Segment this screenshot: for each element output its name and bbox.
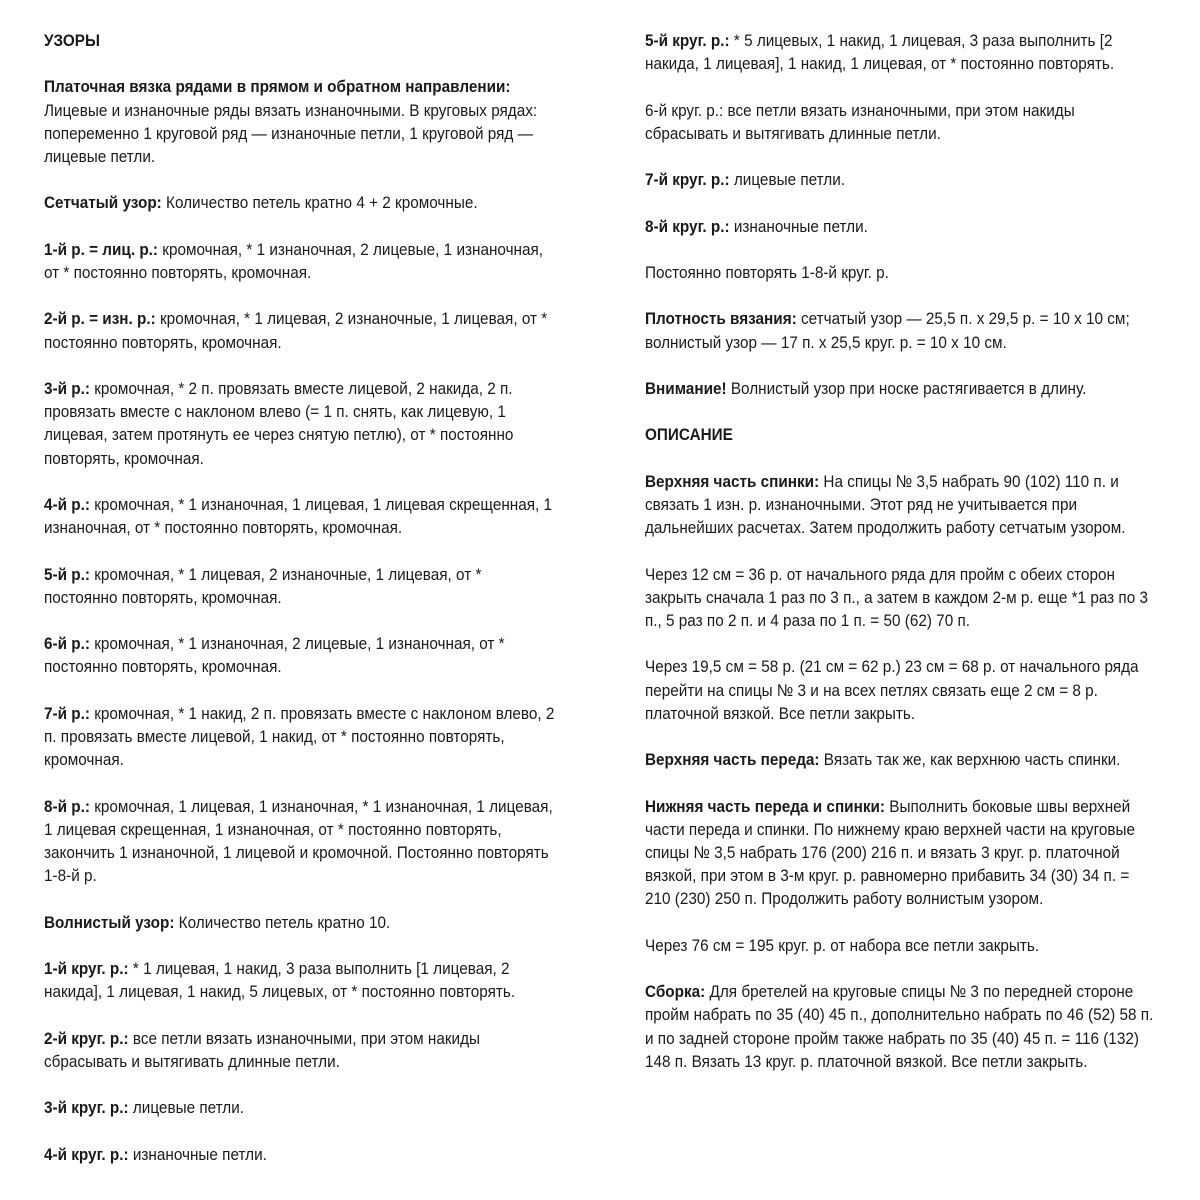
- description-paragraph: [645, 934, 1156, 957]
- paragraph-label: 1-й круг. р.:: [44, 958, 129, 978]
- paragraph-label: 8-й круг. р.:: [645, 216, 730, 236]
- pattern-paragraph: [645, 29, 1156, 75]
- description-paragraph: [645, 795, 1156, 911]
- paragraph-text: кромочная, * 1 лицевая, 2 изнаночные, 1 лицевая, от * постоянно повторять, кромочная.: [44, 564, 482, 607]
- paragraph-label: 4-й круг. р.:: [44, 1144, 129, 1164]
- paragraph-text: все петли вязать изнаночными, при этом накиды сбрасывать и вытягивать длинные петли.: [44, 1028, 481, 1071]
- description-paragraph: [645, 563, 1156, 633]
- paragraph-text: кромочная, * 2 п. провязать вместе лицевой, 2 накида, 2 п. провязать вместе с наклоном влево (= 1 п. снять, как лицевую, 1 лицевая, затем протянуть ее через снятую петлю), от * постоянно повторять, кромочная.: [44, 378, 514, 468]
- paragraph-label: Нижняя часть переда и спинки:: [645, 796, 885, 816]
- paragraph-text: * 1 лицевая, 1 накид, 3 раза выполнить [1 лицевая, 2 накида], 1 лицевая, 1 накид, 5 лицевых, от * постоянно повторять.: [44, 958, 516, 1002]
- pattern-paragraph: [645, 261, 1156, 284]
- description-paragraph: [645, 748, 1156, 771]
- paragraph-text: Лицевые и изнаночные ряды вязать изнаночными. В круговых рядах: попеременно 1 круговой ряд — изнаночные петли, 1 круговой ряд — лицевые петли.: [44, 100, 538, 166]
- paragraph-text: На спицы № 3,5 набрать 90 (102) 110 п. и связать 1 изн. р. изнаночными. Этот ряд не учитывается при дальнейших расчетах. Затем продолжить работу сетчатым узором.: [645, 471, 1126, 538]
- paragraph-label: 3-й круг. р.:: [44, 1098, 129, 1118]
- pattern-paragraph: [44, 911, 555, 934]
- paragraph-label: Платочная вязка рядами в прямом и обратном направлении:: [44, 77, 511, 97]
- paragraph-label: Верхняя часть переда:: [645, 750, 820, 770]
- paragraph-text: * 5 лицевых, 1 накид, 1 лицевая, 3 раза выполнить [2 накида, 1 лицевая], 1 накид, 1 лицевая, от * постоянно повторять.: [645, 31, 1115, 74]
- pattern-paragraph: [44, 702, 555, 772]
- paragraph-text: Через 12 см = 36 р. от начального ряда для пройм с обеих сторон закрыть сначала 1 раз по 3 п., а затем в каждом 2-м р. еще *1 раз по 3 п., 5 раз по 2 п. и 4 раза по 1 п. = 50 (62) 70 п.: [645, 564, 1148, 630]
- paragraph-text: изнаночные петли.: [128, 1144, 267, 1164]
- pattern-paragraph: [645, 99, 1156, 145]
- pattern-paragraph: [645, 307, 1156, 353]
- paragraph-text: Выполнить боковые швы верхней части переда и спинки. По нижнему краю верхней части на круговые спицы № 3,5 набрать 176 (200) 216 п. и вязать 3 круг. р. платочной вязкой, при этом в 3-м круг. р. равномерно прибавить 34 (30) 34 п. = 210 (230) 250 п. Продолжить работу волнистым узором.: [645, 796, 1135, 909]
- paragraph-label: 7-й круг. р.:: [645, 170, 730, 190]
- paragraph-label: 3-й р.:: [44, 378, 90, 398]
- paragraph-label: 8-й р.:: [44, 796, 90, 816]
- left-column: [44, 29, 555, 1189]
- paragraph-text: кромочная, * 1 изнаночная, 2 лицевые, 1 изнаночная, от * постоянно повторять, кромочная.: [44, 634, 505, 677]
- paragraph-text: Через 19,5 см = 58 р. (21 см = 62 р.) 23 см = 68 р. от начального ряда перейти на спицы № 3 и на всех петлях связать еще 2 см = 8 р. платочной вязкой. Все петли закрыть.: [645, 657, 1139, 723]
- pattern-paragraph: [645, 215, 1156, 238]
- paragraph-text: 6-й круг. р.: все петли вязать изнаночными, при этом накиды сбрасывать и вытягивать длинные петли.: [645, 100, 1075, 143]
- paragraph-label: Внимание!: [645, 378, 727, 398]
- pattern-paragraph: [44, 75, 555, 168]
- paragraph-label: Сборка:: [645, 982, 706, 1002]
- pattern-paragraph: [44, 795, 555, 888]
- paragraph-label: 2-й р. = изн. р.:: [44, 309, 156, 329]
- pattern-paragraph: [44, 238, 555, 284]
- paragraph-label: 2-й круг. р.:: [44, 1028, 129, 1048]
- paragraph-text: Количество петель кратно 4 + 2 кромочные.: [161, 193, 478, 213]
- paragraph-text: лицевые петли.: [729, 170, 846, 190]
- paragraph-label: Волнистый узор:: [44, 912, 175, 932]
- paragraph-text: Волнистый узор при носке растягивается в длину.: [726, 378, 1087, 398]
- paragraph-label: 1-й р. = лиц. р.:: [44, 239, 159, 259]
- pattern-paragraph: [44, 1143, 555, 1166]
- paragraph-text: кромочная, * 1 накид, 2 п. провязать вместе с наклоном влево, 2 п. провязать вместе лицевой, 1 накид, от * постоянно повторять, кромочная.: [44, 703, 555, 770]
- paragraph-text: кромочная, * 1 лицевая, 2 изнаночные, 1 лицевая, от * постоянно повторять, кромочная.: [44, 309, 548, 352]
- paragraph-label: Верхняя часть спинки:: [645, 471, 820, 491]
- pattern-paragraph: [44, 632, 555, 678]
- paragraph-text: изнаночные петли.: [729, 216, 868, 236]
- pattern-paragraph: [645, 377, 1156, 400]
- pattern-paragraph: [44, 377, 555, 470]
- paragraph-text: Вязать так же, как верхнюю часть спинки.: [819, 750, 1121, 770]
- paragraph-label: 5-й р.:: [44, 564, 90, 584]
- pattern-paragraph: [44, 1027, 555, 1073]
- pattern-paragraph: [44, 493, 555, 539]
- pattern-paragraph: [645, 168, 1156, 191]
- section-heading-description: ОПИСАНИЕ: [645, 425, 733, 445]
- paragraph-text: кромочная, 1 лицевая, 1 изнаночная, * 1 изнаночная, 1 лицевая, 1 лицевая скрещенная, 1 изнаночная, от * постоянно повторять, закончить 1 изнаночной, 1 лицевой и кромочной. Постоянно повторять 1-8-й р.: [44, 796, 553, 886]
- paragraph-text: Количество петель кратно 10.: [174, 912, 391, 932]
- right-column: [645, 29, 1156, 1096]
- pattern-paragraph: [44, 191, 555, 214]
- paragraph-text: сетчатый узор — 25,5 п. х 29,5 р. = 10 х 10 см; волнистый узор — 17 п. х 25,5 круг. р. = 10 х 10 см.: [645, 309, 1130, 352]
- paragraph-text: Через 76 см = 195 круг. р. от набора все петли закрыть.: [645, 935, 1040, 955]
- pattern-paragraph: [44, 957, 555, 1003]
- section-heading-patterns: УЗОРЫ: [44, 31, 100, 50]
- paragraph-label: 6-й р.:: [44, 634, 90, 654]
- pattern-paragraph: [44, 563, 555, 609]
- pattern-paragraph: [44, 1096, 555, 1119]
- paragraph-text: кромочная, * 1 изнаночная, 1 лицевая, 1 лицевая скрещенная, 1 изнаночная, от * постоянно повторять, кромочная.: [44, 494, 553, 538]
- paragraph-label: Плотность вязания:: [645, 309, 797, 329]
- paragraph-text: кромочная, * 1 изнаночная, 2 лицевые, 1 изнаночная, от * постоянно повторять, кромочная.: [44, 239, 544, 282]
- paragraph-label: 7-й р.:: [44, 703, 90, 723]
- paragraph-text: Постоянно повторять 1-8-й круг. р.: [645, 262, 889, 282]
- paragraph-text: Для бретелей на круговые спицы № 3 по передней стороне пройм набрать по 35 (40) 45 п., дополнительно набрать по 46 (52) 58 п. и по задней стороне пройм также набрать по 35 (40) 45 п. = 116 (132) 148 п. Вязать 13 круг. р. платочной вязкой. Все петли закрыть.: [645, 982, 1154, 1071]
- description-paragraph: [645, 470, 1156, 540]
- description-paragraph: [645, 655, 1156, 725]
- paragraph-text: лицевые петли.: [128, 1098, 245, 1118]
- paragraph-label: 5-й круг. р.:: [645, 31, 730, 50]
- description-paragraph: [645, 980, 1156, 1073]
- paragraph-label: Сетчатый узор:: [44, 193, 162, 213]
- paragraph-label: 4-й р.:: [44, 494, 90, 514]
- pattern-paragraph: [44, 307, 555, 353]
